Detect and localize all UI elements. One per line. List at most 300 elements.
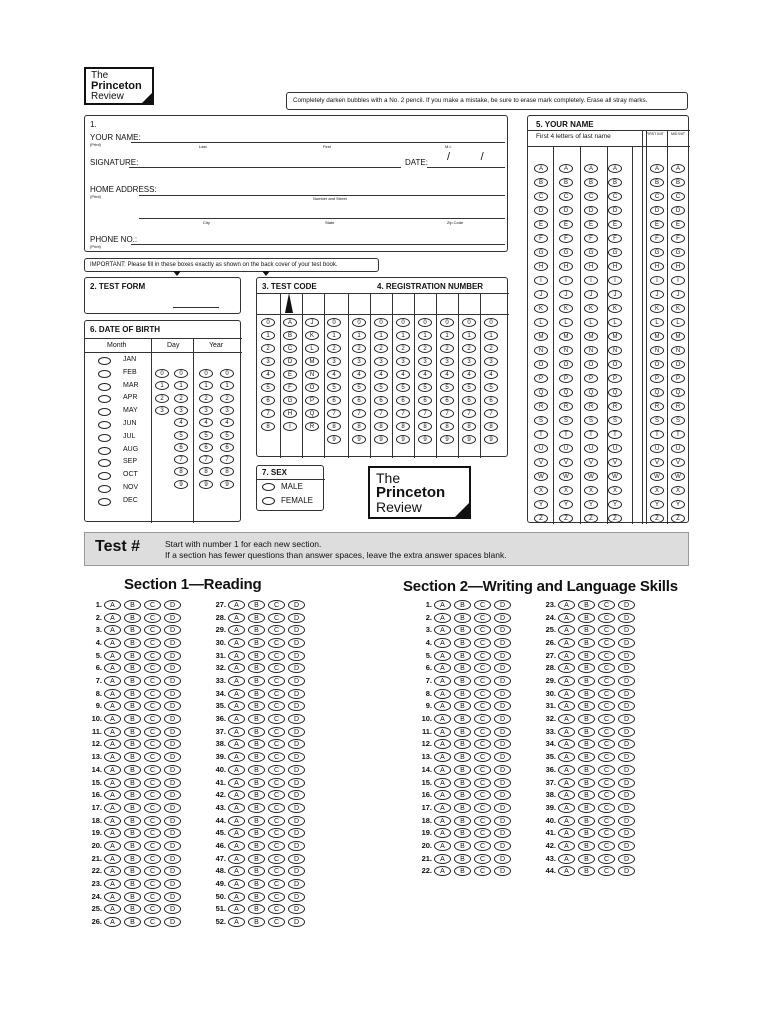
dob-day-units-bubble[interactable]: 9 [174, 480, 188, 489]
section1-answer-bubble[interactable]: D [164, 676, 181, 686]
name-letter-bubble[interactable]: G [534, 248, 548, 257]
section1-answer-bubble[interactable]: B [124, 816, 141, 826]
section1-answer-bubble[interactable]: D [164, 841, 181, 851]
section1-answer-bubble[interactable]: B [248, 790, 265, 800]
section1-answer-bubble[interactable]: B [124, 727, 141, 737]
section2-answer-bubble[interactable]: C [598, 676, 615, 686]
section2-answer-bubble[interactable]: D [618, 613, 635, 623]
name-letter-bubble[interactable]: H [584, 262, 598, 271]
section2-answer-bubble[interactable]: C [474, 854, 491, 864]
registration-digit-bubble[interactable]: 0 [396, 318, 410, 327]
name-letter-bubble[interactable]: O [671, 360, 685, 369]
name-letter-bubble[interactable]: E [559, 220, 573, 229]
name-letter-bubble[interactable]: C [584, 192, 598, 201]
name-letter-bubble[interactable]: D [584, 206, 598, 215]
name-letter-bubble[interactable]: S [650, 416, 664, 425]
section1-answer-bubble[interactable]: C [268, 676, 285, 686]
section1-answer-bubble[interactable]: B [248, 892, 265, 902]
registration-digit-bubble[interactable]: 8 [418, 422, 432, 431]
section2-answer-bubble[interactable]: B [454, 625, 471, 635]
section2-answer-bubble[interactable]: D [618, 803, 635, 813]
section1-answer-bubble[interactable]: A [228, 739, 245, 749]
section2-answer-bubble[interactable]: C [598, 714, 615, 724]
section1-answer-bubble[interactable]: B [248, 663, 265, 673]
section2-answer-bubble[interactable]: B [454, 854, 471, 864]
dob-day-units-bubble[interactable]: 3 [174, 406, 188, 415]
section1-answer-bubble[interactable]: D [164, 625, 181, 635]
dob-month-bubble[interactable] [98, 485, 111, 493]
registration-digit-bubble[interactable]: 9 [396, 435, 410, 444]
section1-answer-bubble[interactable]: A [104, 917, 121, 927]
name-letter-bubble[interactable]: Q [671, 388, 685, 397]
section1-answer-bubble[interactable]: C [268, 765, 285, 775]
registration-digit-bubble[interactable]: 0 [440, 318, 454, 327]
section1-answer-bubble[interactable]: B [124, 778, 141, 788]
name-letter-bubble[interactable]: M [650, 332, 664, 341]
name-letter-bubble[interactable]: O [650, 360, 664, 369]
section2-answer-bubble[interactable]: C [598, 600, 615, 610]
name-letter-bubble[interactable]: P [534, 374, 548, 383]
section1-answer-bubble[interactable]: C [268, 752, 285, 762]
name-letter-bubble[interactable]: S [584, 416, 598, 425]
section1-answer-bubble[interactable]: A [104, 689, 121, 699]
dob-month-bubble[interactable] [98, 434, 111, 442]
section1-answer-bubble[interactable]: C [268, 904, 285, 914]
registration-digit-bubble[interactable]: 4 [440, 370, 454, 379]
name-letter-bubble[interactable]: A [534, 164, 548, 173]
section1-answer-bubble[interactable]: C [268, 866, 285, 876]
test-code-digit-bubble[interactable]: 8 [261, 422, 275, 431]
section1-answer-bubble[interactable]: D [288, 701, 305, 711]
section1-answer-bubble[interactable]: B [124, 676, 141, 686]
name-letter-bubble[interactable]: B [559, 178, 573, 187]
section1-answer-bubble[interactable]: A [104, 676, 121, 686]
name-letter-bubble[interactable]: V [534, 458, 548, 467]
registration-digit-bubble[interactable]: 6 [440, 396, 454, 405]
name-letter-bubble[interactable]: N [650, 346, 664, 355]
section1-answer-bubble[interactable]: A [228, 600, 245, 610]
section1-answer-bubble[interactable]: A [104, 803, 121, 813]
name-letter-bubble[interactable]: T [608, 430, 622, 439]
section2-answer-bubble[interactable]: B [578, 701, 595, 711]
section2-answer-bubble[interactable]: B [578, 613, 595, 623]
registration-digit-bubble[interactable]: 0 [484, 318, 498, 327]
section2-answer-bubble[interactable]: B [578, 689, 595, 699]
name-letter-bubble[interactable]: K [584, 304, 598, 313]
section1-answer-bubble[interactable]: B [248, 638, 265, 648]
registration-digit-bubble[interactable]: 0 [374, 318, 388, 327]
test-code-digit-bubble[interactable]: 2 [327, 344, 341, 353]
section2-answer-bubble[interactable]: A [558, 676, 575, 686]
section1-answer-bubble[interactable]: B [124, 866, 141, 876]
section2-answer-bubble[interactable]: D [618, 600, 635, 610]
registration-digit-bubble[interactable]: 5 [462, 383, 476, 392]
section2-answer-bubble[interactable]: B [454, 663, 471, 673]
section2-answer-bubble[interactable]: C [474, 727, 491, 737]
section1-answer-bubble[interactable]: A [104, 638, 121, 648]
dob-year-tens-bubble[interactable]: 3 [199, 406, 213, 415]
section1-answer-bubble[interactable]: C [144, 600, 161, 610]
section2-answer-bubble[interactable]: A [434, 816, 451, 826]
section1-answer-bubble[interactable]: B [124, 752, 141, 762]
section2-answer-bubble[interactable]: D [494, 638, 511, 648]
section1-answer-bubble[interactable]: A [104, 613, 121, 623]
name-letter-bubble[interactable]: R [584, 402, 598, 411]
name-letter-bubble[interactable]: S [559, 416, 573, 425]
section2-answer-bubble[interactable]: A [558, 739, 575, 749]
name-letter-bubble[interactable]: Z [650, 514, 664, 523]
registration-digit-bubble[interactable]: 5 [418, 383, 432, 392]
name-letter-bubble[interactable]: T [559, 430, 573, 439]
name-letter-bubble[interactable]: B [608, 178, 622, 187]
section1-answer-bubble[interactable]: A [104, 841, 121, 851]
section1-answer-bubble[interactable]: B [124, 739, 141, 749]
section1-answer-bubble[interactable]: A [228, 866, 245, 876]
section1-answer-bubble[interactable]: B [124, 701, 141, 711]
section1-answer-bubble[interactable]: B [124, 651, 141, 661]
name-letter-bubble[interactable]: X [671, 486, 685, 495]
section1-answer-bubble[interactable]: B [124, 904, 141, 914]
section2-answer-bubble[interactable]: A [434, 638, 451, 648]
name-letter-bubble[interactable]: A [650, 164, 664, 173]
name-letter-bubble[interactable]: I [534, 276, 548, 285]
section2-answer-bubble[interactable]: C [598, 701, 615, 711]
section1-answer-bubble[interactable]: B [124, 625, 141, 635]
section2-answer-bubble[interactable]: C [598, 803, 615, 813]
section2-answer-bubble[interactable]: D [494, 866, 511, 876]
registration-digit-bubble[interactable]: 3 [352, 357, 366, 366]
registration-digit-bubble[interactable]: 1 [396, 331, 410, 340]
section2-answer-bubble[interactable]: D [618, 765, 635, 775]
section1-answer-bubble[interactable]: C [144, 816, 161, 826]
section2-answer-bubble[interactable]: B [578, 651, 595, 661]
name-letter-bubble[interactable]: U [534, 444, 548, 453]
section1-answer-bubble[interactable]: A [228, 625, 245, 635]
registration-digit-bubble[interactable]: 0 [418, 318, 432, 327]
section2-answer-bubble[interactable]: B [578, 739, 595, 749]
test-code-digit-bubble[interactable]: 8 [327, 422, 341, 431]
section2-answer-bubble[interactable]: D [494, 689, 511, 699]
dob-year-units-bubble[interactable]: 0 [220, 369, 234, 378]
section2-answer-bubble[interactable]: A [558, 727, 575, 737]
name-letter-bubble[interactable]: C [650, 192, 664, 201]
name-letter-bubble[interactable]: E [584, 220, 598, 229]
section1-answer-bubble[interactable]: D [164, 663, 181, 673]
registration-digit-bubble[interactable]: 0 [352, 318, 366, 327]
name-letter-bubble[interactable]: Y [559, 500, 573, 509]
name-letter-bubble[interactable]: U [671, 444, 685, 453]
section1-answer-bubble[interactable]: C [268, 841, 285, 851]
section2-answer-bubble[interactable]: A [558, 638, 575, 648]
section1-answer-bubble[interactable]: D [288, 904, 305, 914]
name-letter-bubble[interactable]: O [608, 360, 622, 369]
section2-answer-bubble[interactable]: B [454, 600, 471, 610]
section2-answer-bubble[interactable]: B [454, 651, 471, 661]
section1-answer-bubble[interactable]: A [104, 714, 121, 724]
section1-answer-bubble[interactable]: C [144, 854, 161, 864]
section1-answer-bubble[interactable]: D [288, 854, 305, 864]
section2-answer-bubble[interactable]: C [598, 651, 615, 661]
section1-answer-bubble[interactable]: C [268, 803, 285, 813]
section1-answer-bubble[interactable]: D [164, 600, 181, 610]
name-letter-bubble[interactable]: V [559, 458, 573, 467]
section1-answer-bubble[interactable]: D [288, 689, 305, 699]
section2-answer-bubble[interactable]: C [474, 689, 491, 699]
name-letter-bubble[interactable]: U [559, 444, 573, 453]
name-letter-bubble[interactable]: F [584, 234, 598, 243]
section2-answer-bubble[interactable]: B [578, 828, 595, 838]
test-code-letter-bubble[interactable]: F [283, 383, 297, 392]
section1-answer-bubble[interactable]: B [248, 828, 265, 838]
name-letter-bubble[interactable]: F [534, 234, 548, 243]
test-code-digit-bubble[interactable]: 9 [327, 435, 341, 444]
section1-answer-bubble[interactable]: C [144, 714, 161, 724]
section1-answer-bubble[interactable]: C [268, 600, 285, 610]
section2-answer-bubble[interactable]: B [578, 752, 595, 762]
name-letter-bubble[interactable]: J [534, 290, 548, 299]
name-letter-bubble[interactable]: O [584, 360, 598, 369]
registration-digit-bubble[interactable]: 5 [484, 383, 498, 392]
dob-day-tens-bubble[interactable]: 3 [155, 406, 169, 415]
section2-answer-bubble[interactable]: A [434, 765, 451, 775]
name-letter-bubble[interactable]: R [650, 402, 664, 411]
section2-answer-bubble[interactable]: A [558, 803, 575, 813]
section2-answer-bubble[interactable]: A [434, 701, 451, 711]
section1-answer-bubble[interactable]: D [164, 892, 181, 902]
name-letter-bubble[interactable]: M [534, 332, 548, 341]
section2-answer-bubble[interactable]: C [474, 803, 491, 813]
name-letter-bubble[interactable]: Y [671, 500, 685, 509]
section1-answer-bubble[interactable]: D [164, 828, 181, 838]
section2-answer-bubble[interactable]: A [434, 625, 451, 635]
section2-answer-bubble[interactable]: B [578, 841, 595, 851]
name-letter-bubble[interactable]: D [650, 206, 664, 215]
section1-answer-bubble[interactable]: A [228, 841, 245, 851]
name-letter-bubble[interactable]: U [608, 444, 622, 453]
section1-answer-bubble[interactable]: A [104, 765, 121, 775]
test-code-digit-bubble[interactable]: 4 [261, 370, 275, 379]
section2-answer-bubble[interactable]: D [618, 727, 635, 737]
name-letter-bubble[interactable]: H [650, 262, 664, 271]
section1-answer-bubble[interactable]: C [144, 841, 161, 851]
section1-answer-bubble[interactable]: D [164, 727, 181, 737]
test-code-letter-bubble[interactable]: D [283, 357, 297, 366]
section1-answer-bubble[interactable]: C [144, 638, 161, 648]
name-letter-bubble[interactable]: L [650, 318, 664, 327]
registration-digit-bubble[interactable]: 9 [484, 435, 498, 444]
test-code-digit-bubble[interactable]: 3 [261, 357, 275, 366]
section1-answer-bubble[interactable]: D [164, 904, 181, 914]
test-code-letter-bubble[interactable]: K [305, 331, 319, 340]
section2-answer-bubble[interactable]: B [454, 727, 471, 737]
section1-answer-bubble[interactable]: A [228, 765, 245, 775]
section2-answer-bubble[interactable]: A [558, 866, 575, 876]
section2-answer-bubble[interactable]: A [434, 714, 451, 724]
dob-day-tens-bubble[interactable]: 2 [155, 394, 169, 403]
section1-answer-bubble[interactable]: D [164, 613, 181, 623]
section2-answer-bubble[interactable]: A [558, 613, 575, 623]
name-letter-bubble[interactable]: X [584, 486, 598, 495]
section2-answer-bubble[interactable]: D [494, 803, 511, 813]
section1-answer-bubble[interactable]: A [228, 816, 245, 826]
section1-answer-bubble[interactable]: D [288, 625, 305, 635]
test-code-letter-bubble[interactable]: A [283, 318, 297, 327]
section1-answer-bubble[interactable]: C [268, 879, 285, 889]
name-letter-bubble[interactable]: P [608, 374, 622, 383]
section2-answer-bubble[interactable]: C [598, 663, 615, 673]
section2-answer-bubble[interactable]: B [454, 638, 471, 648]
dob-day-units-bubble[interactable]: 7 [174, 455, 188, 464]
name-letter-bubble[interactable]: Z [534, 514, 548, 523]
section1-answer-bubble[interactable]: D [288, 727, 305, 737]
section2-answer-bubble[interactable]: B [454, 778, 471, 788]
name-letter-bubble[interactable]: W [584, 472, 598, 481]
registration-digit-bubble[interactable]: 8 [440, 422, 454, 431]
section1-answer-bubble[interactable]: D [164, 714, 181, 724]
registration-digit-bubble[interactable]: 2 [440, 344, 454, 353]
test-code-digit-bubble[interactable]: 3 [327, 357, 341, 366]
section1-answer-bubble[interactable]: B [248, 600, 265, 610]
dob-year-tens-bubble[interactable]: 7 [199, 455, 213, 464]
section2-answer-bubble[interactable]: C [474, 752, 491, 762]
dob-day-units-bubble[interactable]: 2 [174, 394, 188, 403]
dob-year-units-bubble[interactable]: 1 [220, 381, 234, 390]
section2-answer-bubble[interactable]: B [578, 816, 595, 826]
dob-month-bubble[interactable] [98, 395, 111, 403]
section1-answer-bubble[interactable]: A [228, 714, 245, 724]
section1-answer-bubble[interactable]: A [228, 727, 245, 737]
dob-year-units-bubble[interactable]: 3 [220, 406, 234, 415]
section2-answer-bubble[interactable]: D [618, 701, 635, 711]
name-letter-bubble[interactable]: R [534, 402, 548, 411]
section2-answer-bubble[interactable]: A [558, 778, 575, 788]
section1-answer-bubble[interactable]: B [124, 828, 141, 838]
name-letter-bubble[interactable]: J [608, 290, 622, 299]
name-letter-bubble[interactable]: E [671, 220, 685, 229]
section2-answer-bubble[interactable]: D [618, 714, 635, 724]
name-letter-bubble[interactable]: O [534, 360, 548, 369]
section1-answer-bubble[interactable]: C [144, 701, 161, 711]
section2-answer-bubble[interactable]: A [434, 828, 451, 838]
name-letter-bubble[interactable]: J [671, 290, 685, 299]
section2-answer-bubble[interactable]: C [598, 828, 615, 838]
section1-answer-bubble[interactable]: A [104, 625, 121, 635]
section2-answer-bubble[interactable]: B [578, 866, 595, 876]
section2-answer-bubble[interactable]: A [558, 765, 575, 775]
section2-answer-bubble[interactable]: C [598, 765, 615, 775]
section2-answer-bubble[interactable]: A [558, 600, 575, 610]
registration-digit-bubble[interactable]: 6 [418, 396, 432, 405]
section1-answer-bubble[interactable]: B [124, 613, 141, 623]
name-letter-bubble[interactable]: D [559, 206, 573, 215]
name-letter-bubble[interactable]: A [584, 164, 598, 173]
test-code-letter-bubble[interactable]: N [305, 370, 319, 379]
section2-answer-bubble[interactable]: D [494, 828, 511, 838]
registration-digit-bubble[interactable]: 6 [484, 396, 498, 405]
section1-answer-bubble[interactable]: C [144, 727, 161, 737]
registration-digit-bubble[interactable]: 1 [484, 331, 498, 340]
dob-year-tens-bubble[interactable]: 0 [199, 369, 213, 378]
name-letter-bubble[interactable]: K [534, 304, 548, 313]
section2-answer-bubble[interactable]: D [494, 625, 511, 635]
registration-digit-bubble[interactable]: 8 [462, 422, 476, 431]
test-code-letter-bubble[interactable]: J [305, 318, 319, 327]
section1-answer-bubble[interactable]: B [248, 739, 265, 749]
name-field[interactable] [131, 142, 505, 143]
section1-answer-bubble[interactable]: D [288, 600, 305, 610]
registration-digit-bubble[interactable]: 9 [440, 435, 454, 444]
section1-answer-bubble[interactable]: D [164, 879, 181, 889]
name-letter-bubble[interactable]: R [671, 402, 685, 411]
section2-answer-bubble[interactable]: B [454, 866, 471, 876]
section1-answer-bubble[interactable]: D [164, 739, 181, 749]
section2-answer-bubble[interactable]: A [434, 841, 451, 851]
name-letter-bubble[interactable]: L [608, 318, 622, 327]
section2-answer-bubble[interactable]: B [578, 803, 595, 813]
section2-answer-bubble[interactable]: A [434, 854, 451, 864]
name-letter-bubble[interactable]: Y [534, 500, 548, 509]
section2-answer-bubble[interactable]: B [578, 600, 595, 610]
section1-answer-bubble[interactable]: A [228, 828, 245, 838]
section2-answer-bubble[interactable]: B [454, 613, 471, 623]
section2-answer-bubble[interactable]: A [434, 600, 451, 610]
name-letter-bubble[interactable]: Z [671, 514, 685, 523]
registration-digit-bubble[interactable]: 3 [462, 357, 476, 366]
name-letter-bubble[interactable]: H [671, 262, 685, 271]
dob-month-bubble[interactable] [98, 472, 111, 480]
section2-answer-bubble[interactable]: D [618, 778, 635, 788]
section1-answer-bubble[interactable]: B [248, 714, 265, 724]
dob-year-tens-bubble[interactable]: 8 [199, 467, 213, 476]
signature-field[interactable] [129, 167, 401, 168]
section2-answer-bubble[interactable]: C [474, 676, 491, 686]
phone-field[interactable] [131, 244, 505, 245]
section2-answer-bubble[interactable]: D [618, 866, 635, 876]
test-code-digit-bubble[interactable]: 7 [261, 409, 275, 418]
name-letter-bubble[interactable]: X [608, 486, 622, 495]
section2-answer-bubble[interactable]: C [474, 765, 491, 775]
test-code-digit-bubble[interactable]: 7 [327, 409, 341, 418]
section1-answer-bubble[interactable]: C [144, 676, 161, 686]
name-letter-bubble[interactable]: H [608, 262, 622, 271]
section2-answer-bubble[interactable]: A [558, 714, 575, 724]
section1-answer-bubble[interactable]: A [104, 828, 121, 838]
section1-answer-bubble[interactable]: A [104, 816, 121, 826]
section1-answer-bubble[interactable]: D [288, 803, 305, 813]
name-letter-bubble[interactable]: A [608, 164, 622, 173]
section2-answer-bubble[interactable]: B [578, 765, 595, 775]
section2-answer-bubble[interactable]: A [434, 651, 451, 661]
section1-answer-bubble[interactable]: D [164, 701, 181, 711]
name-letter-bubble[interactable]: J [650, 290, 664, 299]
section1-answer-bubble[interactable]: D [164, 765, 181, 775]
section1-answer-bubble[interactable]: B [124, 600, 141, 610]
section1-answer-bubble[interactable]: C [268, 892, 285, 902]
section2-answer-bubble[interactable]: D [618, 663, 635, 673]
dob-month-bubble[interactable] [98, 498, 111, 506]
section1-answer-bubble[interactable]: D [288, 816, 305, 826]
name-letter-bubble[interactable]: M [671, 332, 685, 341]
section1-answer-bubble[interactable]: C [268, 689, 285, 699]
section1-answer-bubble[interactable]: C [144, 917, 161, 927]
section1-answer-bubble[interactable]: A [104, 701, 121, 711]
section1-answer-bubble[interactable]: C [144, 739, 161, 749]
name-letter-bubble[interactable]: G [559, 248, 573, 257]
registration-digit-bubble[interactable]: 1 [440, 331, 454, 340]
name-letter-bubble[interactable]: Y [608, 500, 622, 509]
registration-digit-bubble[interactable]: 5 [374, 383, 388, 392]
section2-answer-bubble[interactable]: D [618, 625, 635, 635]
